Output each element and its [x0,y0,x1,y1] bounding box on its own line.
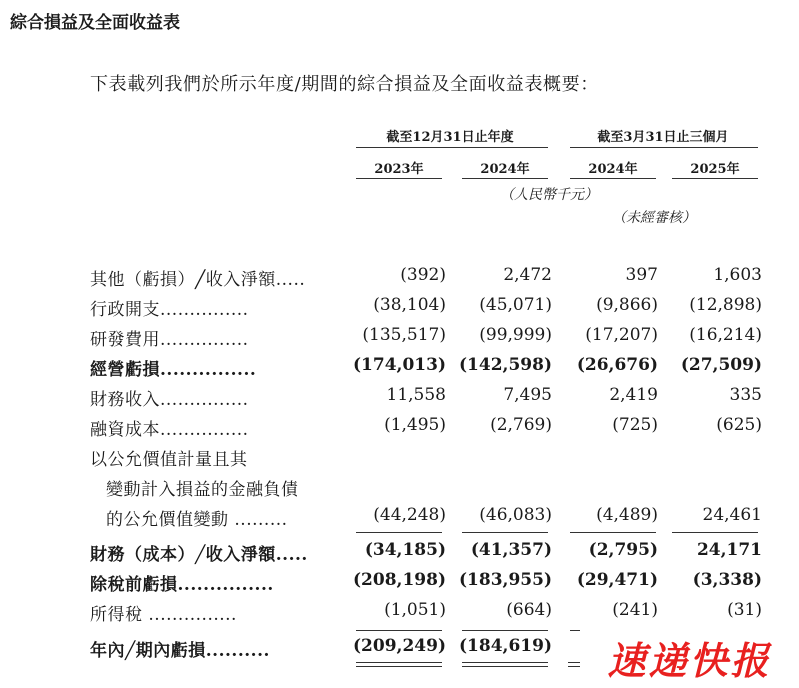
intro-text: 下表載列我們於所示年度/期間的綜合損益及全面收益表概要： [90,74,599,95]
cell-q2025: (3,338) [692,570,762,590]
subtotal-line [570,532,656,533]
row-label: 所得稅 ............... [90,605,237,625]
cell-q2025: 335 [729,385,762,405]
total-double-line [356,666,442,667]
row-label: 以公允價值計量且其 [90,450,248,470]
row-label: 財務收入............... [90,390,249,410]
row-label: 年內╱期內虧損.......... [90,641,270,661]
cell-q2025: (625) [716,415,762,435]
cell-2023: (44,248) [373,505,446,525]
table-row [0,445,799,475]
year-col-4: 2025年 [690,162,740,177]
cell-2023: 11,558 [386,385,446,405]
year-underline-2 [462,178,548,179]
watermark-text: 速递快报 [607,638,772,683]
year-underline-1 [356,178,442,179]
cell-2024: (183,955) [459,570,552,590]
cell-2023: (208,198) [353,570,446,590]
row-label: 財務（成本）╱收入淨額..... [90,545,308,565]
cell-q2024: (2,795) [588,540,658,560]
table-row [0,540,799,570]
cell-q2024: (4,489) [596,505,658,525]
cell-2024: (46,083) [479,505,552,525]
cell-2023: (174,013) [353,355,446,375]
cell-q2024: (241) [612,600,658,620]
table-row [0,505,799,535]
total-double-line [462,662,548,663]
row-label: 變動計入損益的金融負債 [106,480,299,500]
section-title: 綜合損益及全面收益表 [10,13,180,33]
year-underline-3 [570,178,656,179]
watermark-logo [580,626,799,688]
cell-2023: (392) [400,265,446,285]
cell-q2024: (26,676) [576,355,658,375]
group-underline-2 [570,147,758,148]
total-double-line [462,666,548,667]
cell-2024: 7,495 [503,385,552,405]
cell-q2025: (12,898) [689,295,762,315]
header-group-quarter: 截至3月31日止三個月 [597,130,729,145]
cell-q2025: (27,509) [680,355,762,375]
row-label: 融資成本............... [90,420,249,440]
cell-q2024: 2,419 [609,385,658,405]
year-col-1: 2023年 [374,162,424,177]
cell-2023: (209,249) [353,636,446,656]
cell-2024: (99,999) [479,325,552,345]
year-col-2: 2024年 [480,162,530,177]
cell-q2024: 397 [625,265,658,285]
year-col-3: 2024年 [588,162,638,177]
cell-2024: 2,472 [503,265,552,285]
cell-q2025: 1,603 [713,265,762,285]
subtotal-line [462,630,548,631]
cell-q2025: (31) [727,600,762,620]
row-label: 行政開支............... [90,300,249,320]
row-label: 研發費用............... [90,330,249,350]
cell-2023: (34,185) [364,540,446,560]
table-row [0,265,799,295]
year-underline-4 [672,178,758,179]
header-group-year: 截至12月31日止年度 [386,130,514,145]
cell-q2025: (16,214) [689,325,762,345]
table-row [0,385,799,415]
cell-q2024: (725) [612,415,658,435]
subtotal-line [356,630,442,631]
row-label: 的公允價值變動 ......... [106,510,288,530]
cell-2024: (45,071) [479,295,552,315]
cell-2024: (184,619) [459,636,552,656]
table-row [0,355,799,385]
cell-q2024: (17,207) [585,325,658,345]
subtotal-line [356,532,442,533]
subtotal-line [672,532,758,533]
total-double-line [356,662,442,663]
cell-2024: (2,769) [490,415,552,435]
cell-2024: (664) [506,600,552,620]
cell-2024: (41,357) [470,540,552,560]
unit-label: （人民幣千元） [500,187,598,203]
cell-2023: (135,517) [362,325,446,345]
group-underline-1 [356,147,548,148]
table-row [0,325,799,355]
table-row [0,475,799,505]
cell-q2025: 24,461 [702,505,762,525]
cell-q2024: (29,471) [576,570,658,590]
cell-q2025: 24,171 [696,540,762,560]
cell-2023: (38,104) [373,295,446,315]
row-label: 除稅前虧損............... [90,575,274,595]
cell-2023: (1,495) [384,415,446,435]
cell-2024: (142,598) [459,355,552,375]
unaudited-label: （未經審核） [612,210,696,226]
row-label: 其他（虧損）╱收入淨額..... [90,270,306,290]
cell-q2024: (9,866) [596,295,658,315]
table-row [0,415,799,445]
row-label: 經營虧損............... [90,360,257,380]
cell-2023: (1,051) [384,600,446,620]
table-row [0,295,799,325]
table-row [0,570,799,600]
subtotal-line [462,532,548,533]
